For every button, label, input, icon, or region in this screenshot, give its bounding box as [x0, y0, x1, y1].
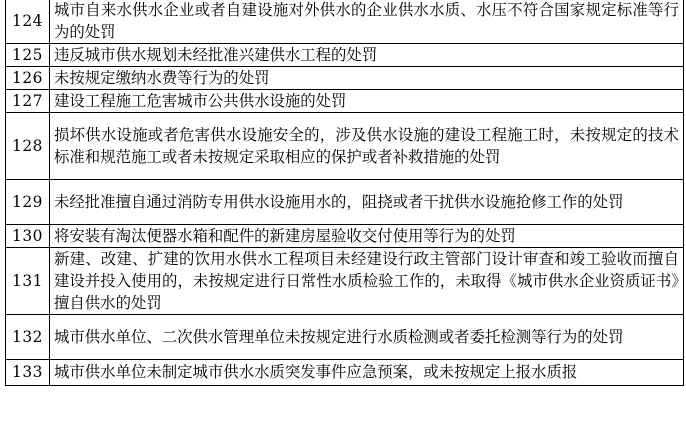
table-row [6, 225, 684, 248]
item-description: 新建、改建、扩建的饮用水供水工程项目未经建设行政主管部门设计审查和竣工验收而擅自建设并投入使用的，未按规定进行日常性水质检验工作的，未取得《城市供水企业资质证书》擅自供水的处罚 [50, 248, 684, 315]
item-number: 131 [6, 248, 50, 315]
item-description: 城市自来水供水企业或者自建设施对外供水的企业供水水质、水压不符合国家规定标准等行为的处罚 [50, 0, 684, 44]
item-description: 损坏供水设施或者危害供水设施安全的，涉及供水设施的建设工程施工时，未按规定的技术标准和规范施工或者未按规定采取相应的保护或者补救措施的处罚 [50, 113, 684, 180]
penalty-items-table [5, 0, 684, 386]
item-description: 未经批准擅自通过消防专用供水设施用水的，阻挠或者干扰供水设施抢修工作的处罚 [50, 180, 684, 225]
table-row [6, 0, 684, 44]
table-row [6, 113, 684, 180]
item-number: 127 [6, 90, 50, 113]
item-number: 129 [6, 180, 50, 225]
table-row [6, 44, 684, 67]
table-row [6, 360, 684, 386]
item-number: 125 [6, 44, 50, 67]
table-row [6, 67, 684, 90]
item-description: 违反城市供水规划未经批准兴建供水工程的处罚 [50, 44, 684, 67]
item-description: 建设工程施工危害城市公共供水设施的处罚 [50, 90, 684, 113]
item-number: 126 [6, 67, 50, 90]
item-description [50, 360, 684, 386]
item-description: 未按规定缴纳水费等行为的处罚 [50, 67, 684, 90]
item-number: 128 [6, 113, 50, 180]
table-row [6, 180, 684, 225]
item-number: 133 [6, 360, 50, 386]
item-description: 将安装有淘汰便器水箱和配件的新建房屋验收交付使用等行为的处罚 [50, 225, 684, 248]
item-number: 130 [6, 225, 50, 248]
table-row [6, 315, 684, 360]
item-description-text: 城市供水单位未制定城市供水水质突发事件应急预案，或未按规定上报水质报 [54, 363, 578, 381]
item-description: 城市供水单位、二次供水管理单位未按规定进行水质检测或者委托检测等行为的处罚 [50, 315, 684, 360]
item-number: 124 [6, 0, 50, 44]
table-row [6, 248, 684, 315]
item-number: 132 [6, 315, 50, 360]
table-row [6, 90, 684, 113]
